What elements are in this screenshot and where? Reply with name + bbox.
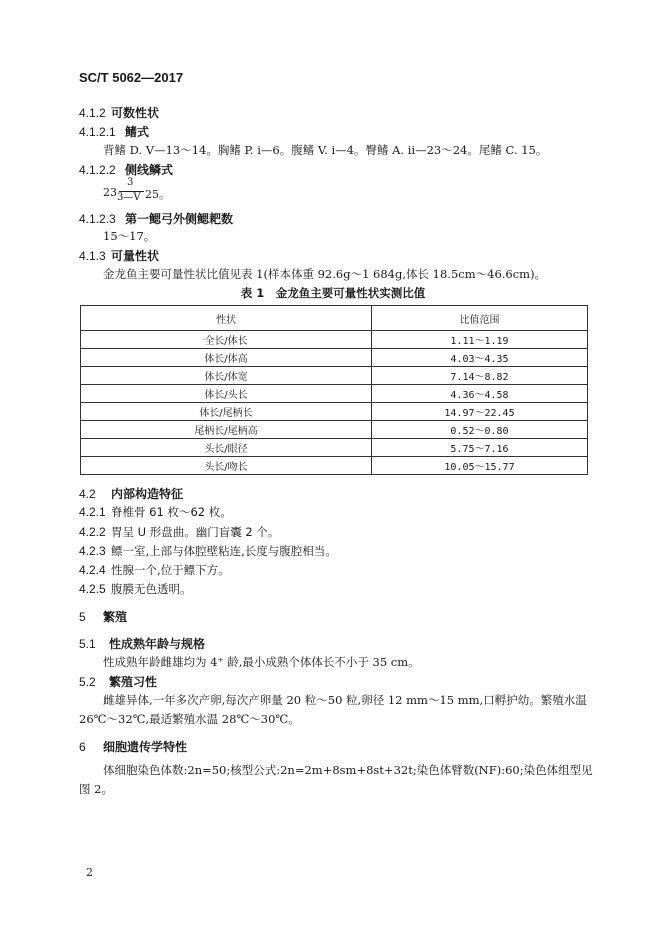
section-number: 5.1 [79,637,96,651]
section-title: 第一鳃弓外侧鳃耙数 [125,212,234,226]
table-row [81,421,588,439]
cytogenetics-text-line1: 体细胞染色体数:2n=50;核型公式:2n=2m+8sm+8st+32t;染色体臂数(NF):60;染色体组型见 [103,763,593,777]
breeding-text-line2: 26℃～32℃,最适繁殖水温 28℃～30℃。 [79,712,300,726]
section-text: 脊椎骨 61 枚～62 枚。 [111,505,232,519]
table-row [81,439,588,457]
ratio-cell: 1.11～1.19 [372,331,588,349]
section-title: 侧线鳞式 [125,163,174,177]
trait-cell: 体长/体高 [81,349,372,367]
section-4-1-2 [79,104,159,121]
table-header-row [81,306,588,331]
ratio-cell: 0.52～0.80 [372,421,588,439]
trait-cell: 体长/尾柄长 [81,403,372,421]
document-header: SC/T 5062—2017 [79,70,184,85]
maturity-text: 性成熟年龄雌雄均为 4⁺ 龄,最小成熟个体体长不小于 35 cm。 [103,655,420,669]
trait-cell: 体长/头长 [81,385,372,403]
lateral-line-right: 25。 [145,188,170,201]
ratio-cell: 10.05～15.77 [372,457,588,475]
section-title: 鳍式 [125,125,150,139]
column-header-ratio-range: 比值范围 [372,306,588,331]
section-number: 6 [79,740,86,754]
trait-cell: 头长/吻长 [81,457,372,475]
trait-cell: 头长/眼径 [81,439,372,457]
trait-cell: 体长/体宽 [81,367,372,385]
table-row [81,403,588,421]
table-row [81,367,588,385]
section-5-2 [79,673,157,690]
section-4-2 [79,485,183,502]
section-title: 可量性状 [111,249,160,263]
section-4-2-4 [79,562,230,578]
section-title: 繁殖习性 [109,675,158,689]
section-number: 4.2 [79,487,96,501]
section-number: 4.1.2 [79,106,106,120]
cytogenetics-text-line2: 图 2。 [79,782,113,796]
section-number: 4.1.2.2 [79,163,116,177]
section-number: 4.2.3 [79,544,106,558]
ratio-cell: 4.36～4.58 [372,385,588,403]
ratio-cell: 7.14～8.82 [372,367,588,385]
section-5 [79,608,127,625]
section-text: 鳔一室,上部与体腔壁粘连,长度与腹腔相当。 [111,544,337,558]
section-number: 4.1.3 [79,249,106,263]
lateral-line-numerator: 3 [127,177,134,188]
lateral-line-left: 23 [103,186,117,199]
table-row [81,331,588,349]
gill-rakers-count: 15～17。 [103,229,156,243]
section-title: 性成熟年龄与规格 [109,637,206,651]
section-title: 繁殖 [103,610,128,624]
section-4-2-5 [79,581,192,597]
ratio-cell: 5.75～7.16 [372,439,588,457]
table-row [81,349,588,367]
section-text: 性腺一个,位于鳔下方。 [111,563,230,577]
page-number: 2 [86,866,93,879]
table-row [81,457,588,475]
section-title: 内部构造特征 [111,487,184,501]
section-4-1-3 [79,247,159,264]
table-row [81,385,588,403]
section-number: 4.1.2.1 [79,125,116,139]
section-4-2-2 [79,524,279,540]
ratio-cell: 4.03～4.35 [372,349,588,367]
section-5-1 [79,635,205,652]
section-4-1-2-2 [79,161,173,178]
column-header-trait: 性状 [81,306,372,331]
table-caption: 表 1 金龙鱼主要可量性状实测比值 [240,286,426,300]
section-title: 可数性状 [111,106,160,120]
trait-cell: 全长/体长 [81,331,372,349]
measurable-traits-text: 金龙鱼主要可量性状比值见表 1(样本体重 92.6g～1 684g,体长 18.5cm～46.6cm)。 [103,267,547,281]
trait-cell: 尾柄长/尾柄高 [81,421,372,439]
fin-formula: 背鳍 D. Ⅴ—13～14。胸鳍 P. ⅰ—6。腹鳍 V. ⅰ—4。臀鳍 A. ⅱ—23～24。尾鳍 C. 15。 [103,143,548,157]
lateral-line-formula [103,177,223,207]
section-4-2-3 [79,543,337,559]
breeding-text-line1: 雌雄异体,一年多次产卵,每次产卵量 20 粒～50 粒,卵径 12 mm～15 mm,口孵护幼。繁殖水温 [103,693,587,707]
section-number: 5.2 [79,675,96,689]
ratio-cell: 14.97～22.45 [372,403,588,421]
section-number: 4.2.5 [79,582,106,596]
section-4-1-2-1 [79,123,149,140]
lateral-line-denominator: 3—V [117,192,141,203]
section-title: 细胞遗传学特性 [103,740,188,754]
section-text: 腹膜无色透明。 [111,582,192,596]
section-number: 4.2.1 [79,505,106,519]
ratio-table [80,305,588,475]
section-4-2-1 [79,504,232,520]
section-number: 4.1.2.3 [79,212,116,226]
section-6 [79,738,187,755]
section-number: 5 [79,610,86,624]
section-number: 4.2.2 [79,525,106,539]
section-4-1-2-3 [79,210,233,227]
section-number: 4.2.4 [79,563,106,577]
section-text: 胃呈 U 形盘曲。幽门盲囊 2 个。 [111,525,280,539]
